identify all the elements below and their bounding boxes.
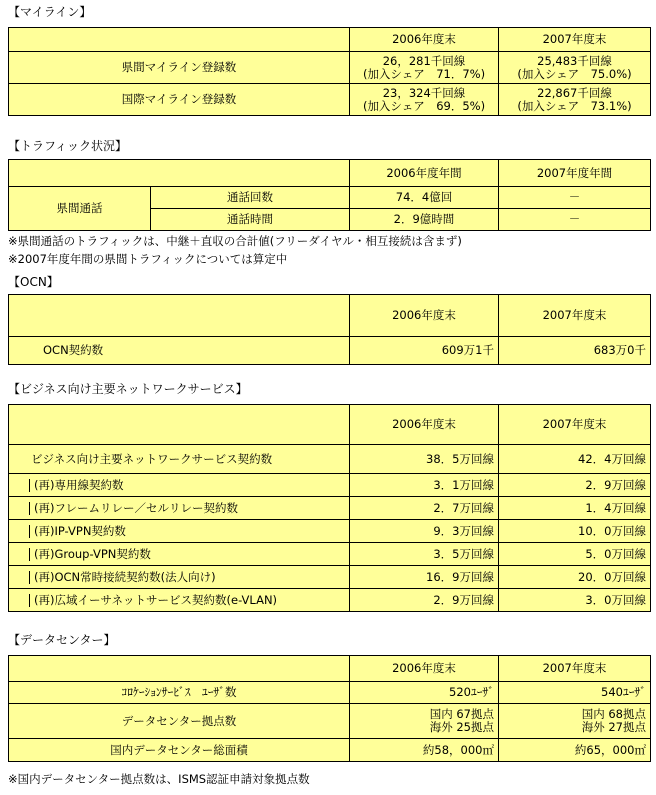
traffic-row-v1: 2．9億時間 xyxy=(350,209,499,231)
business-main-v2: 42．4万回線 xyxy=(499,445,651,474)
business-col2: 2007年度末 xyxy=(499,405,651,445)
myline-heading: 【マイライン】 xyxy=(8,5,92,19)
traffic-header-blank xyxy=(9,160,350,187)
business-sub-v1: 16．9万回線 xyxy=(350,566,499,589)
table-row xyxy=(9,739,651,762)
ocn-header-blank xyxy=(9,295,350,337)
datacenter-area-v2: 約65，000㎡ xyxy=(499,739,651,762)
table-row xyxy=(9,187,651,209)
traffic-group-label: 県間通話 xyxy=(9,187,151,231)
business-sub-label: (再)OCN常時接続契約数(法人向け) xyxy=(9,566,350,589)
table-row xyxy=(9,474,651,497)
ocn-row-v1: 609万1千 xyxy=(350,337,499,365)
business-table xyxy=(8,404,651,612)
traffic-col1: 2006年度年間 xyxy=(350,160,499,187)
business-sub-v2: 3．0万回線 xyxy=(499,589,651,612)
business-col1: 2006年度末 xyxy=(350,405,499,445)
datacenter-header-blank xyxy=(9,656,350,682)
table-row xyxy=(9,497,651,520)
traffic-heading: 【トラフィック状況】 xyxy=(8,139,128,153)
datacenter-area-label: 国内データセンター総面積 xyxy=(9,739,350,762)
table-row xyxy=(9,682,651,704)
datacenter-heading: 【データセンター】 xyxy=(8,633,116,647)
business-sub-v1: 9．3万回線 xyxy=(350,520,499,543)
datacenter-base-label: データセンター拠点数 xyxy=(9,704,350,739)
traffic-note-1: ※県間通話のトラフィックは、中継＋直収の合計値(フリーダイヤル・相互接続は含まず) xyxy=(8,234,462,248)
datacenter-note: ※国内データセンター拠点数は、ISMS認証申請対象拠点数 xyxy=(8,772,310,786)
business-heading: 【ビジネス向け主要ネットワークサービス】 xyxy=(8,382,248,396)
table-row xyxy=(9,704,651,739)
ocn-row-v2: 683万0千 xyxy=(499,337,651,365)
business-sub-v2: 5．0万回線 xyxy=(499,543,651,566)
business-header-blank xyxy=(9,405,350,445)
datacenter-colo-v1: 520ﾕｰｻﾞ xyxy=(350,682,499,704)
business-main-v1: 38．5万回線 xyxy=(350,445,499,474)
datacenter-colo-v2: 540ﾕｰｻﾞ xyxy=(499,682,651,704)
datacenter-base-v1: 国内 67拠点 海外 25拠点 xyxy=(350,704,499,739)
datacenter-colo-label: ｺﾛｹｰｼｮﾝｻｰﾋﾞｽ ﾕｰｻﾞ数 xyxy=(9,682,350,704)
business-sub-v1: 2．7万回線 xyxy=(350,497,499,520)
table-row xyxy=(9,84,651,116)
ocn-col1: 2006年度末 xyxy=(350,295,499,337)
business-sub-label: (再)フレームリレー／セルリレー契約数 xyxy=(9,497,350,520)
business-sub-label: (再)Group-VPN契約数 xyxy=(9,543,350,566)
myline-row-v2: 22,867千回線 (加入シェア 73.1%) xyxy=(499,84,651,116)
myline-row-label: 国際マイライン登録数 xyxy=(9,84,350,116)
traffic-row-v2: － xyxy=(499,187,651,209)
table-row xyxy=(9,543,651,566)
table-row xyxy=(9,589,651,612)
business-sub-label: (再)専用線契約数 xyxy=(9,474,350,497)
ocn-col2: 2007年度末 xyxy=(499,295,651,337)
traffic-table xyxy=(8,159,651,231)
myline-row-v1: 26，281千回線 (加入シェア 71．7%) xyxy=(350,52,499,84)
traffic-row-v2: － xyxy=(499,209,651,231)
table-row xyxy=(9,52,651,84)
business-sub-v2: 2．9万回線 xyxy=(499,474,651,497)
business-sub-v1: 3．5万回線 xyxy=(350,543,499,566)
business-sub-v1: 2．9万回線 xyxy=(350,589,499,612)
traffic-row-v1: 74．4億回 xyxy=(350,187,499,209)
business-sub-label: (再)広域イーサネットサービス契約数(e-VLAN) xyxy=(9,589,350,612)
datacenter-col2: 2007年度末 xyxy=(499,656,651,682)
ocn-heading: 【OCN】 xyxy=(8,275,59,289)
datacenter-col1: 2006年度末 xyxy=(350,656,499,682)
business-main-label: ビジネス向け主要ネットワークサービス契約数 xyxy=(9,445,350,474)
business-sub-v2: 1．4万回線 xyxy=(499,497,651,520)
datacenter-base-v2: 国内 68拠点 海外 27拠点 xyxy=(499,704,651,739)
myline-row-label: 県間マイライン登録数 xyxy=(9,52,350,84)
myline-row-v2: 25,483千回線 (加入シェア 75.0%) xyxy=(499,52,651,84)
myline-col1: 2006年度末 xyxy=(350,28,499,52)
table-row xyxy=(9,566,651,589)
traffic-note-2: ※2007年度年間の県間トラフィックについては算定中 xyxy=(8,252,288,266)
traffic-row-label: 通話時間 xyxy=(151,209,350,231)
myline-header-blank xyxy=(9,28,350,52)
business-sub-v2: 10．0万回線 xyxy=(499,520,651,543)
ocn-table xyxy=(8,294,651,365)
datacenter-area-v1: 約58，000㎡ xyxy=(350,739,499,762)
traffic-row-label: 通話回数 xyxy=(151,187,350,209)
table-row xyxy=(9,520,651,543)
table-row xyxy=(9,337,651,365)
table-row xyxy=(9,445,651,474)
myline-col2: 2007年度末 xyxy=(499,28,651,52)
datacenter-table xyxy=(8,655,651,762)
business-sub-v1: 3．1万回線 xyxy=(350,474,499,497)
ocn-row-label: OCN契約数 xyxy=(9,337,350,365)
myline-row-v1: 23，324千回線 (加入シェア 69．5%) xyxy=(350,84,499,116)
myline-table xyxy=(8,27,651,116)
traffic-col2: 2007年度年間 xyxy=(499,160,651,187)
business-sub-label: (再)IP-VPN契約数 xyxy=(9,520,350,543)
business-sub-v2: 20．0万回線 xyxy=(499,566,651,589)
